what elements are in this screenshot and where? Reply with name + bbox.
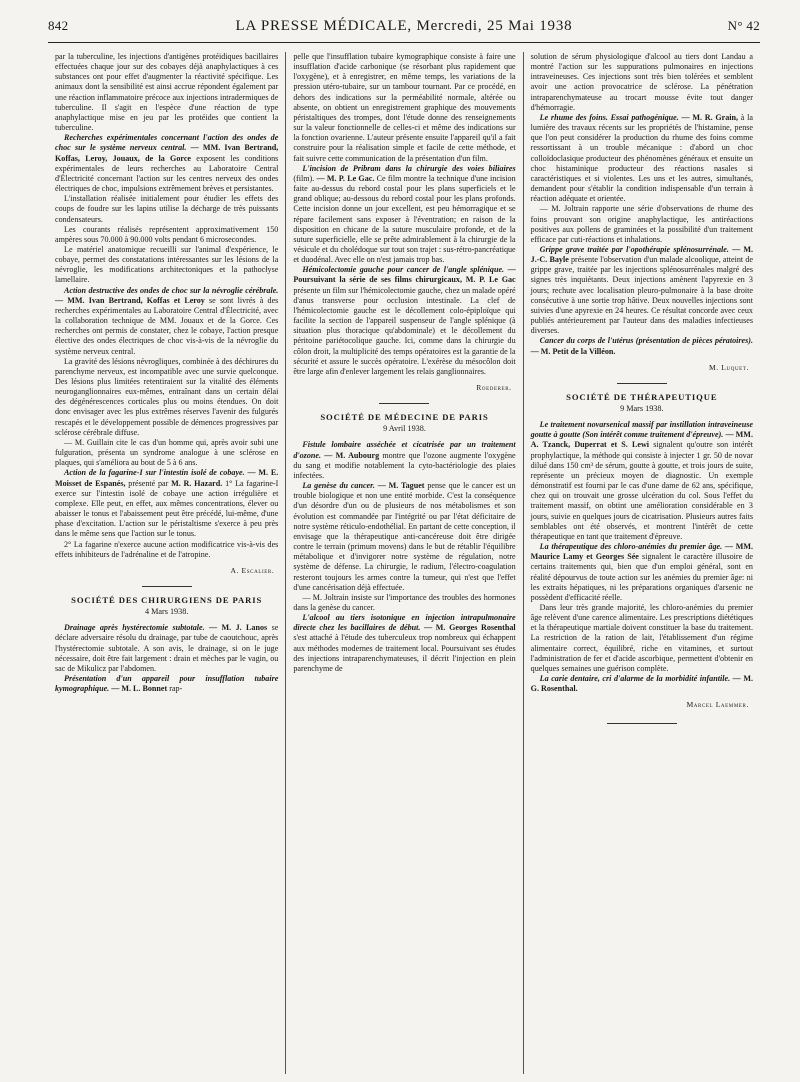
- paragraph: La gravité des lésions névrogliques, combinée à des déchirures du parenchyme nerveux, est incompatible avec une survie quelconque. Des lésions plus limitées retentiraient sur la vitalité des éléments neuroganglionnaires eux-mêmes, entraînant dans un certain délai des dégénérescences corticales plus ou moins étendues. On doit donc envisager avec les plus extrêmes réserves l'avenir des fulgurés rescapés et le développement possible de démences progressives par sclérose cérébrale diffuse.: [55, 356, 279, 437]
- article-title: Hémicolectomie gauche pour cancer de l'angle splénique.: [302, 265, 505, 275]
- paragraph: solution de sérum physiologique d'alcool au tiers dont Landau a montré l'action sur les suppurations pulmonaires en injections intraveineuses. Ces injections sont très bien tolérées et semblent avoir une action provocatrice de sclérose. La pénétration intraparenchymateuse au trocart mousse évite tout danger d'hémorragie.: [530, 52, 753, 112]
- article-text: montre que l'ozone augmente l'oxygène du sang et modifie notablement la cyto-bactériologie des plaies infectées.: [293, 450, 516, 480]
- article: [293, 613, 515, 674]
- article-title: Présentation d'un appareil pour insufflation tubaire kymographique.: [55, 674, 279, 694]
- section-heading: SOCIÉTÉ DE MÉDECINE DE PARIS: [320, 412, 489, 423]
- article-text: pense que le cancer est un trouble biologique et non une entité morbide. C'est la conséquence d'un désordre d'un ou de plusieurs de nos métabolismes et son évolution est commandée par l'intégrité ou par l'état déficitaire de notre système réticulo-endothélial. En partant de cette conception, il envisage que la thérapeutique anti-cancéreuse doit être dirigée contre le terrain (primum movens) dans le but de rétablir l'équilibre métabolique et d'invigorer notre système de régulation, notre système de défense. La chirurgie, le radium, l'électro-coagulation resteront toujours les armes contre la tumeur, qui n'est que l'effet d'une cancérisation déjà effectuée.: [293, 481, 516, 592]
- header-rule: [48, 42, 760, 43]
- article: [55, 468, 278, 539]
- article: [531, 420, 753, 542]
- article: [531, 542, 753, 603]
- column-1: [48, 52, 285, 1074]
- article: [293, 265, 515, 377]
- article-title: La genèse du cancer.: [302, 481, 375, 491]
- article-authors: — MM. Maurice Lamy et Georges Sée: [530, 542, 753, 562]
- paragraph: — M. Guillain cite le cas d'un homme qui, après avoir subi une fulguration, présenta un syndrome analogue à une sclérose en plaques, qui s'améliora au bout de 5 à 6 ans.: [55, 437, 279, 468]
- article-title: Le traitement novarsenical massif par instillation intraveineuse goutte à goutte (Son intérêt comme traitement d'épreuve).: [530, 420, 753, 440]
- article-title: La thérapeutique des chloro-anémies du premier âge.: [539, 542, 723, 552]
- article-authors: — M. Petit de la Villéon.: [530, 346, 616, 356]
- article-text: Ce film montre la technique d'une incision faite au-dessus du rebord costal pour les plans superficiels et le grand oblique; au-dessous du rebord costal pour les plans profonds. Cette incision donne un jour excellent, est peu hémorragique et se répare facilement sans exposer à l'éventration; en raison de la disposition en chicane de la suture musculaire profonde, et de la suture superficielle, elle se prête admirablement à la chirurgie de la vésicule et du cholédoque sur tout son trajet : sus-rétro-pancréatique et duodénal. Avec elle on n'est jamais trop bas.: [293, 173, 516, 265]
- paragraph: — M. Joltrain rapporte une série d'observations de rhume des foins prouvant son origine anaphylactique, les antiréactions positives aux pollens de graminées et la possibilité d'un traitement efficace par cuti-réactions et inhalations.: [530, 204, 753, 244]
- article-text: présenté par: [128, 478, 169, 488]
- article-authors: — MM. Ivan Bertrand, Koffas, Leroy, Jouaux, de la Gorce: [55, 143, 279, 163]
- article-text: à la lumière des travaux récents sur les propriétés de l'histamine, pense que l'on peut considérer la production du rhume des foins comme ressortissant à un trouble mécanique : d'abord un choc colloïdoclasique producteur des phénomènes généraux et ensuite un choc histaminique producteur des réactions nasales si caractéristiques et si violentes. Les uns et les autres, simultanés, demandent pour s'établir la condition indispensable d'un terrain à réaction adéquate et orientée.: [530, 112, 753, 204]
- article: [531, 674, 753, 694]
- article-title: Drainage après hystérectomie subtotale.: [64, 623, 205, 633]
- article: [55, 674, 278, 694]
- section-date: 4 Mars 1938.: [144, 607, 189, 617]
- article-authors: — M. J.-C. Bayle: [530, 244, 753, 265]
- article-title: Cancer du corps de l'utérus (présentation de pièces pératoires).: [539, 336, 753, 346]
- column-3: [523, 52, 760, 1074]
- article-authors: — M. E. Moisset de Espanés,: [55, 468, 279, 488]
- article: [293, 164, 515, 266]
- paragraph: Dans leur très grande majorité, les chloro-anémies du premier âge relèvent d'une carence alimentaire. Les prescriptions diététiques et la thérapeutique martiale doivent constituer la base du traitement. La restriction de la ration de lait, l'établissement d'un régime alimentaire correct, équilibré, riche en vitamines, et surtout l'administration de fer et d'acide ascorbique, permettent d'obtenir en quelques semaines une guérison complète.: [530, 602, 753, 673]
- article-text: présente l'observation d'un malade alcoolique, atteint de grippe grave, traitée par les injections splénosurrénales malgré des signes très inquiétants. Deux injections amènent l'apyrexie en 3 jours; rechute avec localisation pleuro-pulmonaire à la base droite consécutive à une sortie trop hâtive. Deux nouvelles injections sont suivies d'une apyrexie en 24 heures. Ce résultat concorde avec ceux publiés antérieurement par l'auteur dans des maladies infectieuses diverses.: [530, 255, 753, 336]
- article-title: L'alcool au tiers isotonique en injection intrapulmonaire directe chez les bacillaires de début.: [293, 613, 516, 633]
- article-authors: — M. R. Grain,: [681, 112, 739, 122]
- article-title: La carie dentaire, cri d'alarme de la morbidité infantile.: [539, 674, 731, 684]
- article-text: exposent les conditions expérimentales de leurs recherches au Laboratoire Central d'Électricité concernant l'action sur les centres nerveux des ondes électriques de choc, impulsions extrêmement brèves et persistantes.: [55, 153, 279, 194]
- section-divider: [617, 383, 667, 384]
- signature: M. Luquet.: [708, 362, 749, 372]
- article-text: présente un film sur l'hémicolectomie gauche, chez un malade opéré d'anus transverse pour occlusion intestinale. La clef de l'hémicolectomie gauche est le décollement colo-épiploïque qui facilite la section de l'appareil suspenseur de l'angle splénique (à situation plus thoracique qu'abdominale) et le décollement du péritoine pariétocolique gauche. Ici, comme dans la chirurgie du côlon droit, la multiplicité des temps opératoires est la garantie de la sécurité et assure le succès opératoire. L'exérèse du mésocôlon doit être large afin d'enlever largement les relais ganglionnaires.: [293, 285, 516, 376]
- paragraph: L'installation réalisée initialement pour étudier les effets des coups de foudre sur les lapins utilise la décharge de très puissants condensateurs.: [55, 194, 279, 224]
- article-text: signalent qu'outre son intérêt prophylactique, la méthode qui consiste à injecter 1 gr. 50 de novar dilué dans 150 cm³ de sérum, goutte à goutte, et trois jours de suite, représente un précieux moyen de diagnostic. Un exemple démonstratif est fourni par le cas d'une dame de 62 ans, spécifique, chez qui on trouvait une grosse ulcération du col. Sous l'effet du traitement massif, on obtint une amélioration considérable en 3 jours, suivie en quelques jours de cicatrisation. Plusieurs autres faits semblables ont été observés, et montrent l'intérêt de cette thérapeutique en tant que traitement d'épreuve.: [530, 440, 753, 541]
- section-divider: [379, 403, 429, 404]
- article-text: 1° La fagarine-I exerce sur l'intestin isolé de cobaye une action irrégulière et complexe. Elle peut, en effet, aux mêmes concentrations, élever ou abaisser le tonus et l'abaissement peut être précédé, lui-même, d'une phase d'excitation. L'action sur le péristaltisme s'exerce à peu près dans le même sens que l'action sur le tonus.: [55, 478, 279, 539]
- article-text: se déclare adversaire résolu du drainage, par tube de caoutchouc, après l'hystérectomie subtotale. A son avis, le drainage, si on le juge nécessaire, doit être fait largement : drain et mèches par le vagin, ou sac de Mikulicz par l'abdomen.: [55, 623, 279, 673]
- signature: Marcel Laemmer.: [686, 700, 749, 710]
- article-title: L'incision de Pribram dans la chirurgie des voies biliaires: [302, 163, 516, 173]
- article-authors: — M. Taguet: [377, 481, 425, 491]
- article-authors: — MM. Ivan Bertrand, Koffas et Leroy: [55, 295, 205, 305]
- page-number: 842: [48, 18, 69, 33]
- article: [293, 481, 515, 593]
- article: [531, 245, 753, 336]
- article-title: Recherches expérimentales concernant l'action des ondes de choc sur le système nerveux central.: [55, 133, 279, 153]
- journal-title: LA PRESSE MÉDICALE, Mercredi, 25 Mai 1938: [235, 18, 573, 34]
- article-authors: — Poursuivant la série de ses films chirurgicaux, M. P. Le Gac: [293, 265, 516, 285]
- paragraph: pelle que l'insufflation tubaire kymographique consiste à faire une insufflation d'acide carbonique (se résorbant plus rapidement que l'oxygène), et à enregistrer, en même temps, les variations de la pression utéro-tubaire, sur un tambour tournant. Par ce procédé, en dehors des indications sur la perméabilité normale, altérée ou absente, on obtient un enregistrement graphique des mouvements péristaltiques des trompes, dont l'étude donne des renseignements sur la valeur fonctionnelle de celles-ci et même des indications sur la fonction ovarienne. L'auteur présente ensuite l'appareil qu'il a fait construire pour la réalisation simple et facile de cette méthode, et fait suivre cette communication de la présentation d'un film.: [293, 52, 516, 163]
- article: [55, 623, 278, 674]
- article: [55, 286, 278, 357]
- article-title: Grippe grave traitée par l'opothérapie splénosurrénale.: [539, 244, 729, 254]
- section-heading: SOCIÉTÉ DE THÉRAPEUTIQUE: [566, 391, 718, 402]
- column-2: [285, 52, 522, 1074]
- page-header: [48, 18, 760, 40]
- article-title: Le rhume des foins. Essai pathogénique.: [539, 112, 679, 122]
- article-authors: — M. L. Bonnet: [111, 684, 168, 694]
- article-authors: — M. P. Le Gac.: [316, 173, 375, 183]
- article-title: Action de la fagarine-I sur l'intestin isolé de cobaye.: [64, 468, 245, 478]
- section-date: 9 Avril 1938.: [383, 424, 426, 434]
- article: [55, 133, 278, 194]
- article-authors: — M. G. Rosenthal.: [530, 674, 753, 694]
- paragraph: 2° La fagarine n'exerce aucune action modificatrice vis-à-vis des effets inhibiteurs de l'adrénaline et de l'atropine.: [55, 539, 279, 559]
- signature: A. Escalier.: [230, 565, 275, 575]
- section-heading: SOCIÉTÉ DES CHIRURGIENS DE PARIS: [71, 594, 263, 605]
- article: [531, 113, 753, 204]
- signature: Roederer.: [476, 383, 512, 392]
- article-text: se sont livrés à des recherches expérimentales au Laboratoire Central d'Électricité, avec la collaboration technique de MM. Jouaux et de la Gorce. Ces recherches ont permis de constater, chez le cobaye, l'action presque élective des ondes électriques de choc vis-à-vis de la névroglie du système nerveux central.: [55, 295, 279, 356]
- article-authors: — M. Georges Rosenthal: [424, 623, 516, 633]
- paragraph: Les courants réalisés représentent approximativement 150 ampères sous 70.000 à 90.000 volts pendant 6 microsecondes.: [55, 224, 279, 244]
- paragraph: par la tuberculine, les injections d'antigènes protéidiques bacillaires effectuées chaque jour sur des cobayes déjà anaphylactiques à ces substances ont pour effet d'augmenter la réactivité spécifique. Les animaux dont la sensibilité est ainsi accrue répondent également par une réaction inflammatoire précoce aux injections intradermiques de tuberculine. Il s'agit en l'espèce d'une réaction de type anaphylactique mise en jeu par les protéides que contient la tuberculine.: [55, 52, 279, 133]
- article-authors: — MM. A. Tzanck, Duperrat et S. Lewi: [530, 430, 753, 450]
- article-authors: — M. J. Lanos: [209, 623, 268, 633]
- article-title: Action destructive des ondes de choc sur la névroglie cérébrale.: [64, 285, 279, 295]
- paragraph: — M. Joltrain insiste sur l'importance des troubles des hormones dans la genèse du cancer.: [293, 592, 516, 612]
- section-date: 9 Mars 1938.: [620, 404, 664, 413]
- article-authors: — M. Aubourg: [324, 450, 380, 460]
- article: [531, 336, 753, 356]
- text-columns: [48, 52, 760, 1074]
- end-divider: [607, 723, 677, 724]
- article-text: (film).: [293, 173, 315, 183]
- article-text: signalent le caractère illusoire de certains traitements qui, bien que d'un emploi général, sont en réalité dépourvus de toute action sur les anémies du premier âge: ni les extraits hépatiques, ni les préparations organiques d'arsenic ne possèdent d'efficacité réelle.: [530, 552, 753, 602]
- article-presenter: M. R. Hazard.: [171, 478, 223, 488]
- issue-number: N° 42: [727, 18, 760, 33]
- article-title: Fistule lombaire asséchée et cicatrisée par un traitement d'ozone.: [293, 440, 516, 460]
- article: [293, 440, 515, 481]
- section-divider: [142, 586, 192, 587]
- article-text: s'est attaché à l'étude des tuberculeux trop nombreux qui échappent aux méthodes modernes de traitement local. Poursuivant ses études des injections intraparenchymateuses, il décrit l'injection en plein parenchyme de: [293, 633, 516, 673]
- paragraph: Le matériel anatomique recueilli sur l'animal d'expérience, le cobaye, permet des constatations intéressantes sur les lésions de la névroglie, les modifications architectoniques et la pathocłyse lamellaire.: [55, 244, 279, 285]
- article-text: rap-: [169, 684, 183, 694]
